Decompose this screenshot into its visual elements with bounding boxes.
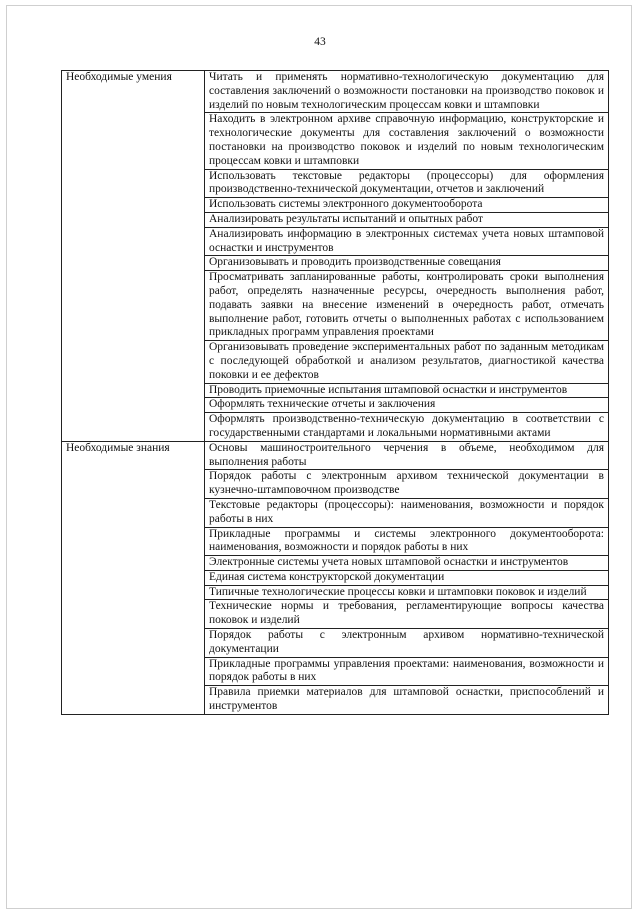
requirement-item: Оформлять технические отчеты и заключения	[205, 398, 609, 413]
page-number: 43	[314, 36, 326, 48]
requirement-item: Текстовые редакторы (процессоры): наименования, возможности и порядок работы в них	[205, 498, 609, 527]
requirements-table	[61, 70, 609, 715]
requirement-item: Прикладные программы управления проектами: наименования, возможности и порядок работы в них	[205, 657, 609, 686]
requirement-item: Анализировать результаты испытаний и опытных работ	[205, 212, 609, 227]
requirement-item: Читать и применять нормативно-технологическую документацию для составления заключений о возможности постановки на производство поковок и изделий по новым технологическим процессам ковки и штамповки	[205, 71, 609, 113]
section-label: Необходимые знания	[62, 441, 205, 714]
requirement-item: Электронные системы учета новых штамповой оснастки и инструментов	[205, 556, 609, 571]
requirement-item: Проводить приемочные испытания штамповой оснастки и инструментов	[205, 383, 609, 398]
requirement-item: Прикладные программы и системы электронного документооборота: наименования, возможности и порядок работы в них	[205, 527, 609, 556]
requirement-item: Анализировать информацию в электронных системах учета новых штамповой оснастки и инструментов	[205, 227, 609, 256]
requirement-item: Организовывать и проводить производственные совещания	[205, 256, 609, 271]
requirement-item: Технические нормы и требования, регламентирующие вопросы качества поковок и изделий	[205, 600, 609, 629]
requirement-item: Просматривать запланированные работы, контролировать сроки выполнения работ, определять назначенные ресурсы, очередность выполнения работ, подавать заявки на внесение изменений в очередность работ, отмечать выполнение работ, готовить отчеты о выполненных работах с использованием прикладных программ управления проектами	[205, 271, 609, 341]
requirement-item: Порядок работы с электронным архивом технической документации в кузнечно-штамповочном производстве	[205, 470, 609, 499]
requirement-item: Оформлять производственно-техническую документацию в соответствии с государственными стандартами и локальными нормативными актами	[205, 413, 609, 442]
requirement-item: Порядок работы с электронным архивом нормативно-технической документации	[205, 629, 609, 658]
requirement-item: Организовывать проведение экспериментальных работ по заданным методикам с последующей обработкой и анализом результатов, диагностикой качества поковки и ее дефектов	[205, 341, 609, 383]
requirement-item: Основы машиностроительного черчения в объеме, необходимом для выполнения работы	[205, 441, 609, 470]
requirement-item: Использовать системы электронного документооборота	[205, 198, 609, 213]
requirement-item: Находить в электронном архиве справочную информацию, конструкторские и технологические документы для составления заключений о возможности постановки на производство поковок и изделий по новым технологическим процессам ковки и штамповки	[205, 113, 609, 169]
requirement-item: Правила приемки материалов для штамповой оснастки, приспособлений и инструментов	[205, 686, 609, 715]
requirement-item: Типичные технологические процессы ковки и штамповки поковок и изделий	[205, 585, 609, 600]
requirement-item: Использовать текстовые редакторы (процессоры) для оформления производственно-технической документации, отчетов и заключений	[205, 169, 609, 198]
requirement-item: Единая система конструкторской документации	[205, 570, 609, 585]
section-label: Необходимые умения	[62, 71, 205, 442]
table-row	[62, 441, 609, 470]
requirements-table-body	[62, 71, 609, 715]
table-row	[62, 71, 609, 113]
